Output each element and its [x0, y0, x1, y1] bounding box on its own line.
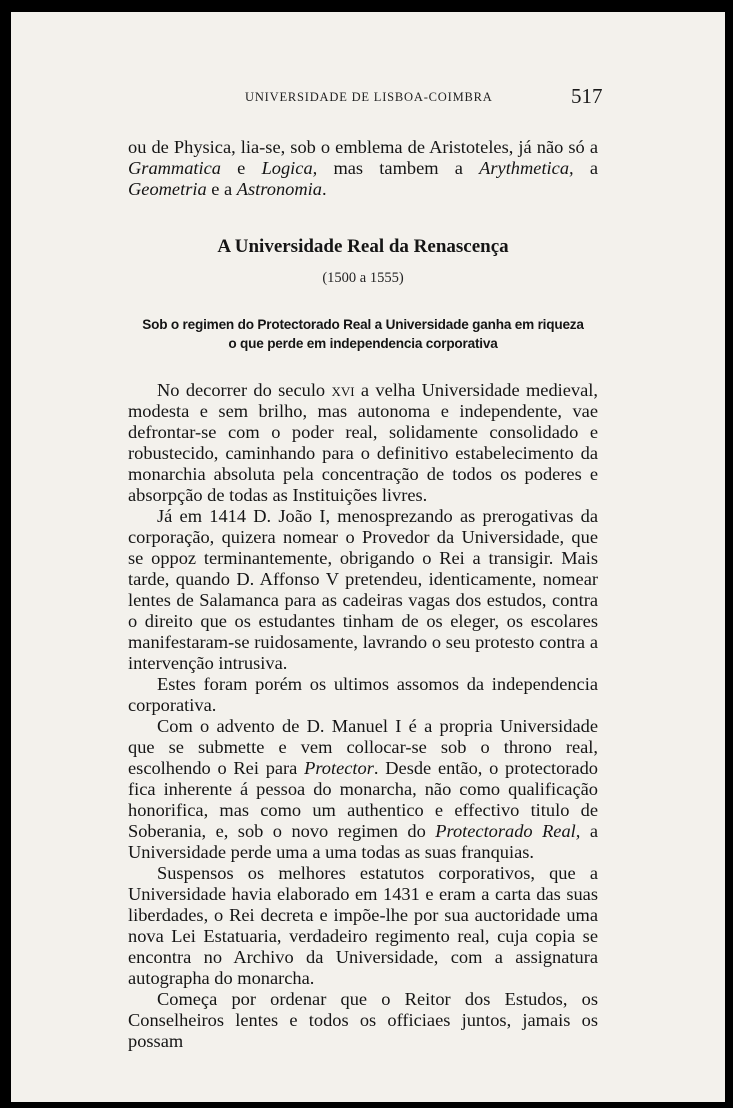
intro-text: ou de Physica, lia-se, sob o emblema de Aristoteles, já não só a — [128, 137, 598, 157]
intro-text: e — [220, 158, 262, 178]
intro-italic-grammatica: Grammatica — [128, 158, 221, 178]
page-number: 517 — [571, 84, 603, 108]
book-page — [11, 12, 725, 1102]
intro-text: mas tambem a — [317, 158, 480, 178]
paragraph-text: Com o advento de D. Manuel I é a propria Universidade que se submette e vem collocar-se sob o throno real, escolhendo o Rei para — [128, 716, 598, 778]
section-dates: (1500 a 1555) — [322, 270, 404, 286]
intro-italic-arythmetica: Arythmetica, — [479, 158, 574, 178]
intro-text: e a — [206, 179, 237, 199]
paragraph-text: . Desde então, o protectorado fica inherente á pessoa do monarcha, não como qualificação honorifica, mas como um authentico e effectivo titulo de Soberania, e, sob o novo regimen do — [128, 758, 598, 841]
paragraph: Suspensos os melhores estatutos corporativos, que a Universidade havia elaborado em 1431 e eram a carta das suas liberdades, o Rei decreta e impõe-lhe por sua auctoridade uma nova Lei Estatuaria, verdadeiro regimento real, cuja copia se encontra no Archivo da Universidade, com a assignatura autographa do monarcha. — [128, 863, 598, 988]
intro-italic-astronomia: Astronomia — [236, 179, 322, 199]
paragraph-text: a velha Universidade medieval, modesta e sem brilho, mas autonoma e independente, vae defrontar-se com o poder real, solidamente consolidado e robustecido, caminhando para o definitivo estabelecimento da monarchia absoluta pela concentração de todos os poderes e absorpção de todas as Instituições livres. — [128, 380, 598, 505]
paragraph-text: No decorrer do seculo — [157, 380, 332, 400]
intro-italic-geometria: Geometria — [128, 179, 207, 199]
section-summary-line: o que perde em independencia corporativa — [228, 336, 498, 351]
italic-term-protector: Protector — [304, 758, 374, 778]
intro-paragraph — [128, 137, 598, 200]
section-summary — [141, 315, 585, 353]
paragraph — [128, 716, 598, 863]
paragraph: Estes foram porém os ultimos assomos da independencia corporativa. — [128, 674, 598, 715]
section-title: A Universidade Real da Renascença — [217, 236, 509, 257]
intro-italic-logica: Logica, — [261, 158, 318, 178]
paragraph: Já em 1414 D. João I, menosprezando as prerogativas da corporação, quizera nomear o Provedor da Universidade, que se oppoz terminantemente, obrigando o Rei a transigir. Mais tarde, quando D. Affonso V pretendeu, identicamente, nomear lentes de Salamanca para as cadeiras vagas dos estudos, contra o direito que os estudantes tinham de os eleger, os escolares manifestaram-se ruidosamente, lavrando o seu protesto contra a intervenção intrusiva. — [128, 506, 598, 673]
section-summary-line: Sob o regimen do Protectorado Real a Universidade ganha em riqueza — [142, 317, 584, 332]
intro-text: . — [321, 179, 327, 199]
paragraph: Começa por ordenar que o Reitor dos Estudos, os Conselheiros lentes e todos os officiaes juntos, jamais os possam — [128, 989, 598, 1051]
paragraph-text: a Universidade perde uma a uma todas as suas franquias. — [128, 821, 598, 862]
intro-text: a — [573, 158, 599, 178]
body-text — [128, 380, 598, 1052]
italic-term-protectorado-real: Protectorado Real, — [435, 821, 581, 841]
running-head: UNIVERSIDADE DE LISBOA-COIMBRA — [245, 90, 493, 104]
century-numeral: xvi — [331, 380, 355, 400]
paragraph — [128, 380, 598, 506]
